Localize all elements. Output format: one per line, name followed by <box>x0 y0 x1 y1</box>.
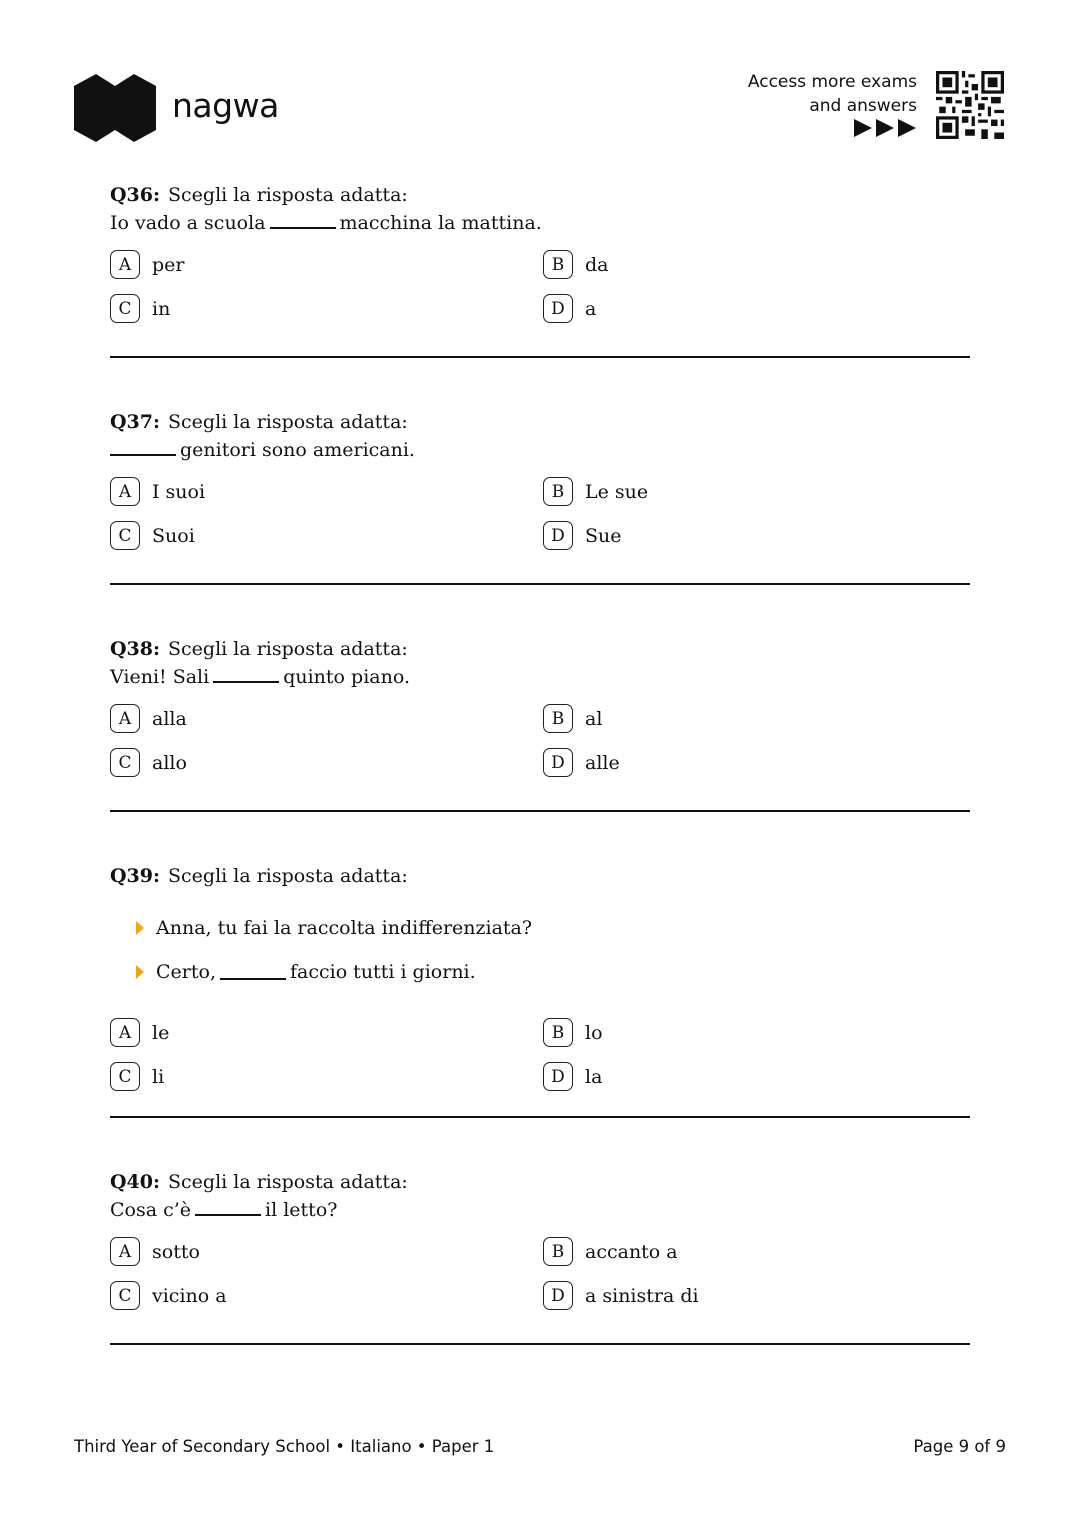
option-a[interactable] <box>110 1237 200 1266</box>
option-letter: C <box>110 1281 140 1310</box>
bullet-icon <box>136 921 144 935</box>
brand-name: nagwa <box>172 85 279 125</box>
access-more-link[interactable] <box>748 70 917 118</box>
question-38 <box>110 635 970 794</box>
question-number: Q40: <box>110 1171 161 1193</box>
question-prompt: Scegli la risposta adatta: <box>168 184 408 206</box>
option-text: per <box>152 253 185 276</box>
option-text: in <box>152 297 171 320</box>
option-b[interactable] <box>543 704 602 733</box>
question-sentence <box>110 1196 970 1224</box>
option-d[interactable] <box>543 521 622 550</box>
question-37 <box>110 408 970 567</box>
question-divider <box>110 810 970 812</box>
question-header <box>110 408 970 436</box>
sentence-after: genitori sono americani. <box>180 439 415 461</box>
question-sentence <box>110 209 970 237</box>
question-sentence <box>110 663 970 691</box>
option-text: lo <box>585 1021 603 1044</box>
answer-options <box>110 1018 970 1108</box>
dialogue-line-1 <box>136 906 970 950</box>
option-b[interactable] <box>543 1018 603 1047</box>
option-a[interactable] <box>110 250 185 279</box>
option-text: alle <box>585 751 620 774</box>
option-c[interactable] <box>110 1281 227 1310</box>
option-c[interactable] <box>110 748 187 777</box>
option-text: allo <box>152 751 187 774</box>
dialogue-text: Anna, tu fai la raccolta indifferenziata? <box>156 917 533 939</box>
sentence-before: Cosa c’è <box>110 1199 192 1221</box>
option-text: accanto a <box>585 1240 678 1263</box>
question-prompt: Scegli la risposta adatta: <box>168 638 408 660</box>
footer-page-number: Page 9 of 9 <box>913 1437 1006 1456</box>
sentence-before: Io vado a scuola <box>110 212 266 234</box>
question-number: Q36: <box>110 184 161 206</box>
option-c[interactable] <box>110 294 170 323</box>
option-text: I suoi <box>152 480 206 503</box>
option-d[interactable] <box>543 294 596 323</box>
option-c[interactable] <box>110 1062 164 1091</box>
dialogue-after: faccio tutti i giorni. <box>289 961 476 983</box>
answer-options <box>110 250 970 340</box>
sentence-after: quinto piano. <box>283 666 410 688</box>
option-b[interactable] <box>543 477 648 506</box>
option-letter: A <box>110 1018 140 1047</box>
question-39 <box>110 862 970 1108</box>
option-letter: A <box>110 477 140 506</box>
option-text: Sue <box>585 524 622 547</box>
option-text: alla <box>152 707 187 730</box>
option-d[interactable] <box>543 1062 602 1091</box>
question-40 <box>110 1168 970 1327</box>
brand-logo[interactable] <box>74 72 279 144</box>
option-letter: B <box>543 250 573 279</box>
answer-options <box>110 1237 970 1327</box>
option-text: a sinistra di <box>585 1284 699 1307</box>
nagwa-logo-icon <box>74 72 156 144</box>
answer-blank <box>270 213 336 229</box>
option-d[interactable] <box>543 1281 699 1310</box>
option-a[interactable] <box>110 704 187 733</box>
question-number: Q39: <box>110 865 161 887</box>
question-36 <box>110 181 970 340</box>
option-text: da <box>585 253 609 276</box>
qr-code-icon[interactable] <box>936 71 1004 139</box>
dialogue <box>110 906 970 994</box>
access-line-1: Access more exams <box>747 72 917 92</box>
answer-blank <box>213 667 279 683</box>
arrow-icons <box>854 118 918 138</box>
question-header <box>110 181 970 209</box>
question-prompt: Scegli la risposta adatta: <box>168 1171 408 1193</box>
answer-options <box>110 704 970 794</box>
option-letter: A <box>110 704 140 733</box>
option-text: vicino a <box>152 1284 227 1307</box>
option-letter: D <box>543 294 573 323</box>
question-sentence <box>110 436 970 464</box>
answer-blank <box>195 1200 261 1216</box>
option-letter: A <box>110 1237 140 1266</box>
dialogue-before: Certo, <box>156 961 216 983</box>
option-letter: B <box>543 1237 573 1266</box>
option-letter: C <box>110 1062 140 1091</box>
option-b[interactable] <box>543 1237 678 1266</box>
option-text: Suoi <box>152 524 195 547</box>
answer-blank <box>110 440 176 456</box>
option-text: Le sue <box>585 480 649 503</box>
question-header <box>110 1168 970 1196</box>
option-a[interactable] <box>110 477 205 506</box>
option-text: la <box>585 1065 603 1088</box>
option-letter: B <box>543 704 573 733</box>
option-letter: D <box>543 1062 573 1091</box>
answer-options <box>110 477 970 567</box>
option-letter: B <box>543 477 573 506</box>
answer-blank <box>220 964 286 980</box>
option-letter: D <box>543 748 573 777</box>
option-text: sotto <box>152 1240 200 1263</box>
option-letter: C <box>110 748 140 777</box>
option-letter: D <box>543 1281 573 1310</box>
sentence-before: Vieni! Sali <box>110 666 210 688</box>
dialogue-line-2 <box>136 950 970 994</box>
option-text: le <box>152 1021 170 1044</box>
option-letter: C <box>110 294 140 323</box>
option-letter: C <box>110 521 140 550</box>
option-text: al <box>585 707 603 730</box>
question-divider <box>110 583 970 585</box>
option-text: a <box>585 297 597 320</box>
question-header <box>110 862 970 890</box>
question-prompt: Scegli la risposta adatta: <box>168 865 408 887</box>
page-header <box>0 0 1080 160</box>
question-divider <box>110 1343 970 1345</box>
option-letter: B <box>543 1018 573 1047</box>
question-number: Q37: <box>110 411 161 433</box>
question-divider <box>110 1116 970 1118</box>
option-a[interactable] <box>110 1018 169 1047</box>
sentence-after: il letto? <box>265 1199 338 1221</box>
access-line-2: and answers <box>809 96 917 116</box>
question-number: Q38: <box>110 638 161 660</box>
sentence-after: macchina la mattina. <box>339 212 542 234</box>
option-letter: D <box>543 521 573 550</box>
option-letter: A <box>110 250 140 279</box>
question-prompt: Scegli la risposta adatta: <box>168 411 408 433</box>
question-divider <box>110 356 970 358</box>
option-d[interactable] <box>543 748 620 777</box>
option-c[interactable] <box>110 521 195 550</box>
option-b[interactable] <box>543 250 609 279</box>
question-header <box>110 635 970 663</box>
bullet-icon <box>136 965 144 979</box>
option-text: li <box>152 1065 165 1088</box>
footer-course-info: Third Year of Secondary School • Italiano • Paper 1 <box>74 1437 495 1456</box>
